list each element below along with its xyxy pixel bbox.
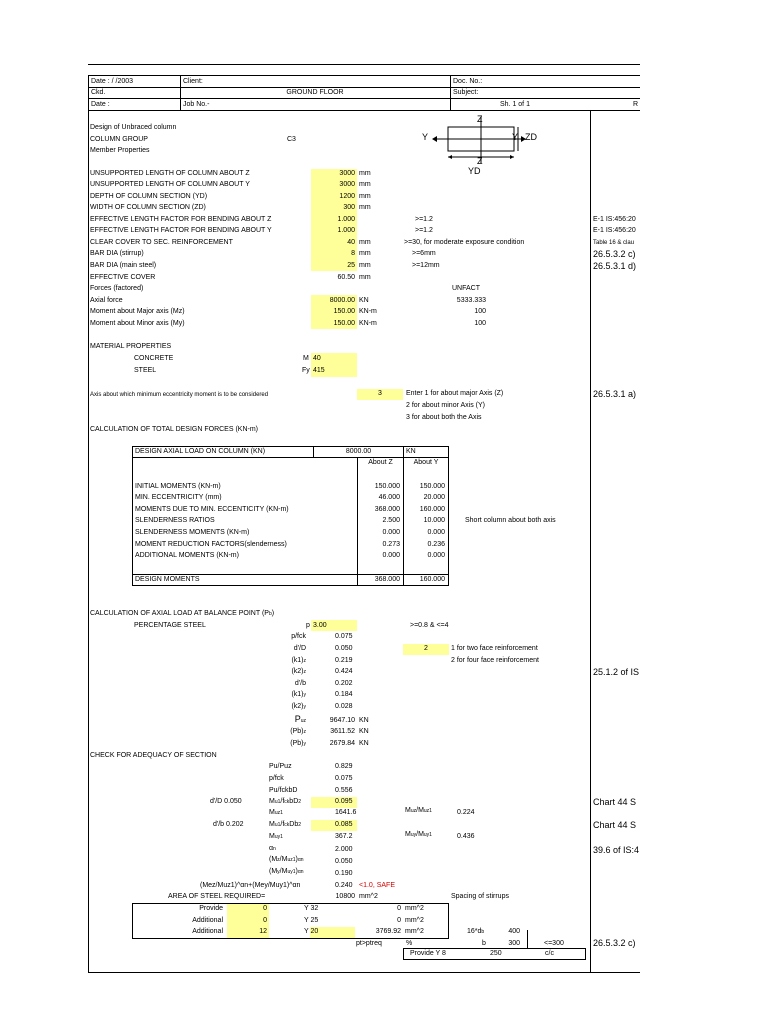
calc-row-z: 368.000 xyxy=(374,506,400,513)
balance-unit: KN xyxy=(359,717,369,724)
prop-unit: mm xyxy=(359,170,371,177)
area-steel-value: 10800 xyxy=(335,893,355,900)
face-option-2: 2 for four face reinforcement xyxy=(451,657,539,664)
steel-row-count[interactable]: 0 xyxy=(263,917,267,924)
diagram-z-bottom: Z xyxy=(477,156,483,166)
column-section-diagram xyxy=(420,113,550,179)
prop-note: >=12mm xyxy=(412,262,440,269)
steel-row-unit: mm^2 xyxy=(405,928,424,935)
calc-row-z: 0.000 xyxy=(382,552,400,559)
calc-row-y: 160.000 xyxy=(419,506,445,513)
steel-row-bar[interactable]: Y 32 xyxy=(304,905,319,912)
calc-row-z: 2.500 xyxy=(382,517,400,524)
axis-ref: 26.5.3.1 a) xyxy=(593,389,637,399)
forces-title: Forces (factored) xyxy=(90,285,144,292)
steel-row-unit: mm^2 xyxy=(405,917,424,924)
diagram-y-right: Y xyxy=(512,132,519,142)
balance-val: 0.050 xyxy=(335,645,353,652)
area-steel-label: AREA OF STEEL REQUIRED= xyxy=(168,893,266,900)
steel-row-label: Additional xyxy=(192,917,223,924)
prop-value[interactable]: 25 xyxy=(347,262,355,269)
calc-row-z: 0.273 xyxy=(382,541,400,548)
force-label: Moment about Minor axis (My) xyxy=(90,320,185,327)
force-value[interactable]: 150.00 xyxy=(333,320,355,327)
stirrup-pt: pt>ptreq xyxy=(356,940,382,947)
stirrup-limit: <=300 xyxy=(544,940,564,947)
force-unfact: 100 xyxy=(474,308,486,315)
check-pre: d'/b 0.202 xyxy=(213,821,244,828)
balance-sym: (Pb)z xyxy=(290,728,306,735)
stirrup-spacing[interactable]: 250 xyxy=(490,950,502,957)
header-date: Date : / /2003 xyxy=(91,78,134,85)
prop-value[interactable]: 1.000 xyxy=(337,227,355,234)
check-sym: p/fck xyxy=(269,775,284,782)
prop-unit: mm xyxy=(359,239,371,246)
prop-label: BAR DIA (stirrup) xyxy=(90,250,144,257)
steel-row-unit: mm^2 xyxy=(405,905,424,912)
short-column-note: Short column about both axis xyxy=(465,517,556,524)
balance-val: 0.184 xyxy=(335,691,353,698)
check-val: 2.000 xyxy=(335,846,353,853)
check-pre: d'/D 0.050 xyxy=(210,798,242,805)
check-val: 0.095 xyxy=(335,798,353,805)
check-val: 0.075 xyxy=(335,775,353,782)
col-about-z: About Z xyxy=(368,459,393,466)
prop-note: >=6mm xyxy=(412,250,436,257)
check-sym: Mu1/fckDb$^2$ xyxy=(269,821,302,828)
check-val: 0.085 xyxy=(335,821,353,828)
face-value[interactable]: 2 xyxy=(424,645,428,652)
prop-label: EFFECTIVE COVER xyxy=(90,274,156,281)
calc-row-label: MOMENTS DUE TO MIN. ECCENTICITY (KN-m) xyxy=(135,506,289,513)
axis-value[interactable]: 3 xyxy=(378,390,382,397)
balance-sym: (Pb)y xyxy=(290,740,306,747)
stirrup-provide: Provide Y 8 xyxy=(410,950,446,957)
column-group-value: C3 xyxy=(287,136,296,143)
balance-val: 9647.10 xyxy=(329,717,355,724)
stirrup-b-symbol: b xyxy=(482,940,486,947)
diagram-yd: YD xyxy=(468,166,481,176)
balance-val: 0.424 xyxy=(335,668,353,675)
header-subject: Subject: xyxy=(453,89,479,96)
force-label: Moment about Major axis (Mz) xyxy=(90,308,185,315)
prop-unit: mm xyxy=(359,204,371,211)
force-value[interactable]: 8000.00 xyxy=(329,297,355,304)
check-val: 0.050 xyxy=(335,858,353,865)
balance-unit: KN xyxy=(359,740,369,747)
force-unit: KN-m xyxy=(359,320,377,327)
steel-row-bar[interactable]: Y 25 xyxy=(304,917,319,924)
balance-ref: 25.1.2 of IS xyxy=(593,667,640,677)
check-sym: Muy1 xyxy=(269,833,283,840)
balance-sym: (k2)y xyxy=(291,703,306,710)
prop-label: CLEAR COVER TO SEC. REINFORCEMENT xyxy=(90,239,233,246)
balance-sym: p/fck xyxy=(291,633,306,640)
column-group-label: COLUMN GROUP xyxy=(90,136,148,143)
check-val: 0.556 xyxy=(335,787,353,794)
interaction-value: 0.240 xyxy=(335,882,353,889)
prop-value[interactable]: 1200 xyxy=(339,193,355,200)
force-unit: KN xyxy=(359,297,369,304)
balance-sym: (k2)z xyxy=(291,668,306,675)
header-rev: R xyxy=(633,101,639,108)
face-option-1: 1 for two face reinforcement xyxy=(451,645,538,652)
prop-label: UNSUPPORTED LENGTH OF COLUMN ABOUT Z xyxy=(90,170,250,177)
design-moment-y: 160.000 xyxy=(419,576,445,583)
design-moment-z: 368.000 xyxy=(374,576,400,583)
force-unfact: 100 xyxy=(474,320,486,327)
p-value[interactable]: 3.00 xyxy=(313,622,327,629)
balance-val: 0.075 xyxy=(335,633,353,640)
calc-row-z: 150.000 xyxy=(374,483,400,490)
prop-label: UNSUPPORTED LENGTH OF COLUMN ABOUT Y xyxy=(90,181,250,188)
calc-row-label: INITIAL MOMENTS (KN-m) xyxy=(135,483,221,490)
yd-left-arrow xyxy=(448,155,452,159)
force-unit: KN-m xyxy=(359,308,377,315)
spacing-label: Spacing of stirrups xyxy=(451,893,509,900)
prop-note: >=1.2 xyxy=(415,216,433,223)
check-val: 0.829 xyxy=(335,763,353,770)
balance-sym: Puz xyxy=(294,714,306,724)
stirrup-16d-value: 400 xyxy=(508,928,520,935)
steel-grade[interactable]: 415 xyxy=(313,367,325,374)
header-ckd: Ckd. xyxy=(91,89,106,96)
stirrup-b-value: 300 xyxy=(508,940,520,947)
ratio-z: Muz/Muz1 xyxy=(405,807,432,814)
check-val: 0.190 xyxy=(335,870,353,877)
calc-row-y: 20.000 xyxy=(423,494,445,501)
prop-ref: E-1 IS:456:20 xyxy=(593,216,636,223)
ratio-y: Muy/Muy1 xyxy=(405,831,432,838)
concrete-symbol: M xyxy=(303,355,309,362)
col-about-y: About Y xyxy=(413,459,439,466)
prop-label: BAR DIA (main steel) xyxy=(90,262,157,269)
stirrup-16d: 16*db xyxy=(467,928,485,935)
steel-label: STEEL xyxy=(134,367,157,374)
check-sym: αn xyxy=(269,845,276,852)
balance-sym: (k1)y xyxy=(291,691,306,698)
check-val: 1641.6 xyxy=(335,809,357,816)
prop-value[interactable]: 3000 xyxy=(339,181,355,188)
check-sym: Pu/fckbD xyxy=(269,787,298,794)
concrete-grade[interactable]: 40 xyxy=(313,355,321,362)
prop-label: EFFECTIVE LENGTH FACTOR FOR BENDING ABOUT Z xyxy=(90,216,272,223)
force-unfact: 5333.333 xyxy=(456,297,486,304)
prop-value[interactable]: 1.000 xyxy=(337,216,355,223)
diagram-z-top: Z xyxy=(477,114,483,124)
calc-row-y: 10.000 xyxy=(423,517,445,524)
balance-sym: d'/b xyxy=(294,680,306,687)
steel-symbol: Fy xyxy=(302,367,310,374)
calc-row-y: 150.000 xyxy=(419,483,445,490)
prop-value[interactable]: 300 xyxy=(343,204,355,211)
calc-row-y: 0.000 xyxy=(427,529,445,536)
calc-row-label: SLENDERNESS RATIOS xyxy=(135,517,215,524)
prop-unit: mm xyxy=(359,181,371,188)
ratio-z-val: 0.224 xyxy=(457,809,475,816)
check-sym: Mu1/fckbD$^2$ xyxy=(269,798,302,805)
calc-row-z: 0.000 xyxy=(382,529,400,536)
prop-ref: Table 16 & clau xyxy=(593,240,635,246)
balance-sym: (k1)z xyxy=(291,657,306,664)
prop-label: EFFECTIVE LENGTH FACTOR FOR BENDING ABOUT Y xyxy=(90,227,272,234)
yd-right-arrow xyxy=(510,155,514,159)
axis-label: Axis about which minimum eccentricity moment is to be considered xyxy=(90,392,269,398)
balance-title: CALCULATION OF AXIAL LOAD AT BALANCE POINT (Pb) xyxy=(90,610,275,617)
prop-label: DEPTH OF COLUMN SECTION (YD) xyxy=(90,193,208,200)
diagram-y-left: Y xyxy=(422,132,429,142)
check-title: CHECK FOR ADEQUACY OF SECTION xyxy=(90,752,217,759)
header-ground-floor: GROUND FLOOR xyxy=(286,89,344,96)
axis-option-3: 3 for about both the Axis xyxy=(406,414,482,421)
member-properties: Member Properties xyxy=(90,147,150,154)
prop-label: WIDTH OF COLUMN SECTION (ZD) xyxy=(90,204,206,211)
stirrup-pct: % xyxy=(406,940,413,947)
calc-row-y: 0.000 xyxy=(427,552,445,559)
axis-option-1: Enter 1 for about major Axis (Z) xyxy=(406,390,504,397)
forces-unfact: UNFACT xyxy=(452,285,480,292)
steel-row-bar[interactable]: Y 20 xyxy=(304,928,319,935)
prop-unit: mm xyxy=(359,250,371,257)
steel-row-area: 0 xyxy=(397,917,401,924)
stirrup-ref: 26.5.3.2 c) xyxy=(593,938,636,948)
header-job-no: Job No.- xyxy=(183,101,210,108)
check-sym: Muz1 xyxy=(269,809,283,816)
prop-unit: mm xyxy=(359,274,371,281)
prop-ref: 26.5.3.2 c) xyxy=(593,249,636,259)
stirrup-cc: c/c xyxy=(545,950,554,957)
check-sym: $(My/Muy1)^{\alpha n}$ xyxy=(269,868,304,875)
prop-value[interactable]: 8 xyxy=(351,250,355,257)
calc-row-y: 0.236 xyxy=(427,541,445,548)
prop-value: 60.50 xyxy=(337,274,355,281)
prop-unit: mm xyxy=(359,193,371,200)
prop-unit: mm xyxy=(359,262,371,269)
ratio-y-val: 0.436 xyxy=(457,833,475,840)
calc-row-label: MIN. ECCENTRICITY (mm) xyxy=(135,494,222,501)
design-title: Design of Unbraced column xyxy=(90,124,177,131)
force-value[interactable]: 150.00 xyxy=(333,308,355,315)
prop-value[interactable]: 3000 xyxy=(339,170,355,177)
calc-row-label: ADDITIONAL MOMENTS (KN-m) xyxy=(135,552,239,559)
balance-unit: KN xyxy=(359,728,369,735)
check-sym: Pu/Puz xyxy=(269,763,292,770)
material-title: MATERIAL PROPERTIES xyxy=(90,343,172,350)
balance-val: 2679.84 xyxy=(329,740,355,747)
diagram-zd: ZD xyxy=(525,132,537,142)
axis-option-2: 2 for about minor Axis (Y) xyxy=(406,402,485,409)
calc-row-z: 46.000 xyxy=(378,494,400,501)
steel-row-label: Additional xyxy=(192,928,223,935)
steel-row-count[interactable]: 12 xyxy=(259,928,267,935)
calc-title: CALCULATION OF TOTAL DESIGN FORCES (KN-m) xyxy=(90,426,259,433)
steel-row-count[interactable]: 0 xyxy=(263,905,267,912)
prop-ref: E-1 IS:456:20 xyxy=(593,227,636,234)
axial-load-unit: KN xyxy=(406,448,416,455)
axial-load-label: DESIGN AXIAL LOAD ON COLUMN (KN) xyxy=(135,448,266,455)
steel-row-label: Provide xyxy=(199,905,223,912)
balance-sym: d'/D xyxy=(293,645,306,652)
axial-load-value: 8000.00 xyxy=(345,448,372,455)
interaction-label: (Mez/Muz1)^αn+(Mey/Muy1)^αn xyxy=(200,882,301,889)
calc-row-label: SLENDERNESS MOMENTS (KN-m) xyxy=(135,529,250,536)
prop-note: >=1.2 xyxy=(415,227,433,234)
check-ref-3: 39.6 of IS:4 xyxy=(593,845,640,855)
prop-value[interactable]: 40 xyxy=(347,239,355,246)
check-ref-1: Chart 44 S xyxy=(593,797,637,807)
header-doc-no: Doc. No.: xyxy=(453,78,483,85)
interaction-status: <1.0, SAFE xyxy=(359,882,395,889)
header-client: Client: xyxy=(183,78,203,85)
steel-row-area: 0 xyxy=(397,905,401,912)
force-label: Axial force xyxy=(90,297,123,304)
y-left-arrow xyxy=(432,136,437,142)
check-ref-2: Chart 44 S xyxy=(593,820,637,830)
check-val: 367.2 xyxy=(335,833,353,840)
p-note: >=0.8 & <=4 xyxy=(410,622,449,629)
design-moments-label: DESIGN MOMENTS xyxy=(135,576,200,583)
header-sheet: Sh. 1 of 1 xyxy=(500,101,530,108)
balance-val: 0.202 xyxy=(335,680,353,687)
p-symbol: p xyxy=(306,622,310,629)
balance-val: 0.219 xyxy=(335,657,353,664)
prop-note: >=30, for moderate exposure condition xyxy=(404,239,525,246)
calc-row-label: MOMENT REDUCTION FACTORS(slenderness) xyxy=(135,541,287,548)
check-sym: $(Mz/Muz1)^{\alpha n}$ xyxy=(269,856,304,863)
prop-ref: 26.5.3.1 d) xyxy=(593,261,637,271)
area-steel-unit: mm^2 xyxy=(359,893,378,900)
balance-val: 0.028 xyxy=(335,703,353,710)
percentage-steel-label: PERCENTAGE STEEL xyxy=(134,622,206,629)
steel-row-area: 3769.92 xyxy=(375,928,401,935)
balance-val: 3611.52 xyxy=(330,728,355,735)
concrete-label: CONCRETE xyxy=(134,355,174,362)
header-date2: Date : xyxy=(91,101,110,108)
